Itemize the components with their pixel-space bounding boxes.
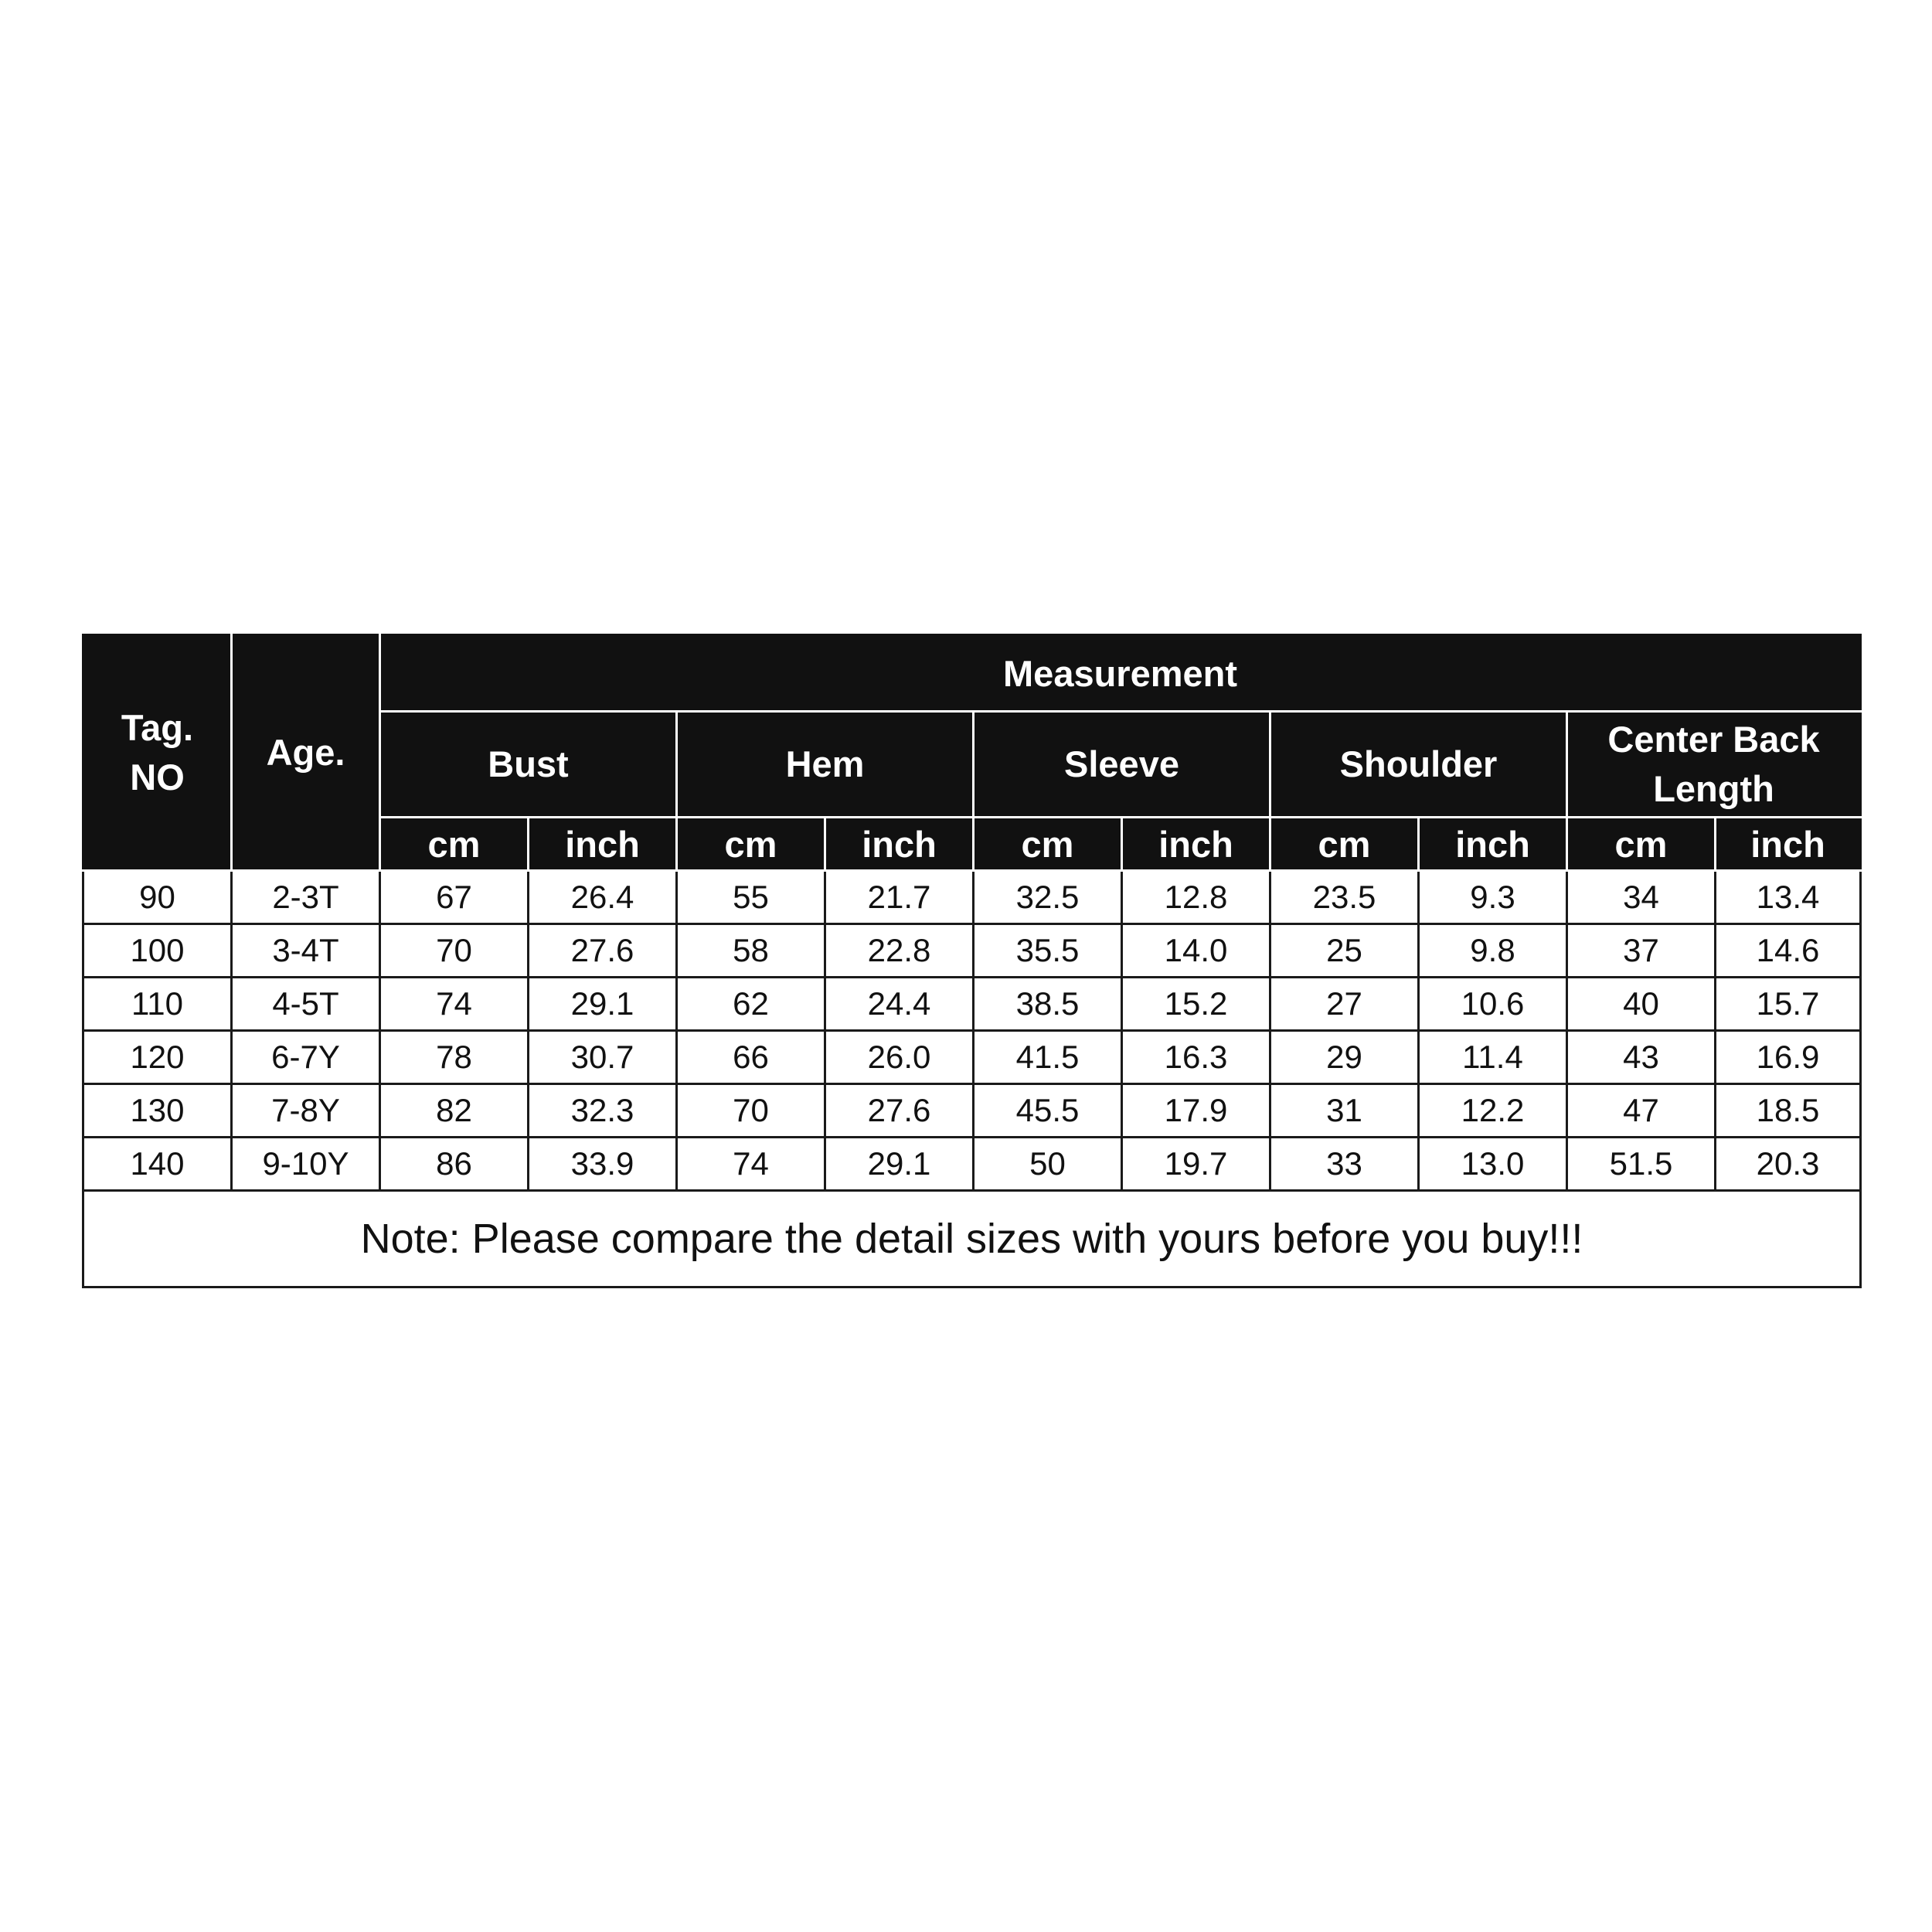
- table-cell: 41.5: [974, 1031, 1122, 1084]
- table-cell: 14.0: [1122, 924, 1270, 978]
- table-cell: 58: [677, 924, 825, 978]
- table-cell: 70: [380, 924, 529, 978]
- header-center-back-length: Center Back Length: [1567, 712, 1861, 818]
- table-cell: 33.9: [529, 1138, 677, 1191]
- table-cell: 16.9: [1716, 1031, 1861, 1084]
- size-chart-table: [82, 634, 1862, 1288]
- table-row: [83, 1084, 1861, 1138]
- header-bust: Bust: [380, 712, 677, 818]
- header-measurement: Measurement: [380, 635, 1861, 712]
- header-unit-cm: cm: [677, 818, 825, 871]
- table-cell: 30.7: [529, 1031, 677, 1084]
- table-cell: 18.5: [1716, 1084, 1861, 1138]
- header-unit-inch: inch: [825, 818, 974, 871]
- table-cell: 51.5: [1567, 1138, 1716, 1191]
- table-cell: 17.9: [1122, 1084, 1270, 1138]
- table-cell: 45.5: [974, 1084, 1122, 1138]
- table-cell: 9-10Y: [232, 1138, 380, 1191]
- note-row: [83, 1191, 1861, 1287]
- table-cell: 22.8: [825, 924, 974, 978]
- table-cell: 15.2: [1122, 978, 1270, 1031]
- table-cell: 26.0: [825, 1031, 974, 1084]
- table-cell: 100: [83, 924, 232, 978]
- table-cell: 7-8Y: [232, 1084, 380, 1138]
- table-cell: 2-3T: [232, 871, 380, 924]
- table-row: [83, 871, 1861, 924]
- table-cell: 35.5: [974, 924, 1122, 978]
- header-unit-inch: inch: [1716, 818, 1861, 871]
- header-age: Age.: [232, 635, 380, 871]
- header-shoulder: Shoulder: [1270, 712, 1567, 818]
- table-cell: 32.5: [974, 871, 1122, 924]
- header-sleeve: Sleeve: [974, 712, 1270, 818]
- table-cell: 62: [677, 978, 825, 1031]
- table-cell: 38.5: [974, 978, 1122, 1031]
- table-cell: 33: [1270, 1138, 1419, 1191]
- table-cell: 40: [1567, 978, 1716, 1031]
- table-cell: 4-5T: [232, 978, 380, 1031]
- table-cell: 27: [1270, 978, 1419, 1031]
- table-cell: 16.3: [1122, 1031, 1270, 1084]
- header-tag-no: Tag. NO: [83, 635, 232, 871]
- table-cell: 74: [677, 1138, 825, 1191]
- header-unit-inch: inch: [529, 818, 677, 871]
- table-cell: 12.8: [1122, 871, 1270, 924]
- table-cell: 90: [83, 871, 232, 924]
- table-cell: 120: [83, 1031, 232, 1084]
- table-cell: 29: [1270, 1031, 1419, 1084]
- table-row: [83, 1138, 1861, 1191]
- header-unit-cm: cm: [1567, 818, 1716, 871]
- table-cell: 24.4: [825, 978, 974, 1031]
- table-cell: 21.7: [825, 871, 974, 924]
- table-cell: 10.6: [1419, 978, 1567, 1031]
- table-cell: 9.3: [1419, 871, 1567, 924]
- table-cell: 140: [83, 1138, 232, 1191]
- header-unit-inch: inch: [1122, 818, 1270, 871]
- table-cell: 13.4: [1716, 871, 1861, 924]
- header-unit-cm: cm: [1270, 818, 1419, 871]
- header-hem: Hem: [677, 712, 974, 818]
- table-cell: 13.0: [1419, 1138, 1567, 1191]
- table-cell: 82: [380, 1084, 529, 1138]
- table-cell: 19.7: [1122, 1138, 1270, 1191]
- table-cell: 3-4T: [232, 924, 380, 978]
- table-row: [83, 978, 1861, 1031]
- table-cell: 26.4: [529, 871, 677, 924]
- table-cell: 23.5: [1270, 871, 1419, 924]
- table-cell: 34: [1567, 871, 1716, 924]
- note-text: Note: Please compare the detail sizes with yours before you buy!!!: [83, 1191, 1861, 1287]
- table-cell: 14.6: [1716, 924, 1861, 978]
- table-cell: 12.2: [1419, 1084, 1567, 1138]
- table-cell: 110: [83, 978, 232, 1031]
- table-cell: 50: [974, 1138, 1122, 1191]
- table-cell: 27.6: [825, 1084, 974, 1138]
- table-cell: 78: [380, 1031, 529, 1084]
- table-cell: 25: [1270, 924, 1419, 978]
- table-row: [83, 924, 1861, 978]
- table-cell: 130: [83, 1084, 232, 1138]
- table-row: [83, 1031, 1861, 1084]
- table-cell: 20.3: [1716, 1138, 1861, 1191]
- table-cell: 74: [380, 978, 529, 1031]
- header-unit-cm: cm: [974, 818, 1122, 871]
- table-cell: 6-7Y: [232, 1031, 380, 1084]
- table-cell: 86: [380, 1138, 529, 1191]
- table-cell: 66: [677, 1031, 825, 1084]
- table-cell: 32.3: [529, 1084, 677, 1138]
- table-cell: 31: [1270, 1084, 1419, 1138]
- table-cell: 29.1: [825, 1138, 974, 1191]
- table-cell: 9.8: [1419, 924, 1567, 978]
- table-cell: 29.1: [529, 978, 677, 1031]
- table-cell: 27.6: [529, 924, 677, 978]
- header-unit-cm: cm: [380, 818, 529, 871]
- table-cell: 55: [677, 871, 825, 924]
- table-cell: 37: [1567, 924, 1716, 978]
- table-cell: 47: [1567, 1084, 1716, 1138]
- table-cell: 70: [677, 1084, 825, 1138]
- table-cell: 11.4: [1419, 1031, 1567, 1084]
- table-cell: 15.7: [1716, 978, 1861, 1031]
- table-cell: 67: [380, 871, 529, 924]
- table-cell: 43: [1567, 1031, 1716, 1084]
- header-unit-inch: inch: [1419, 818, 1567, 871]
